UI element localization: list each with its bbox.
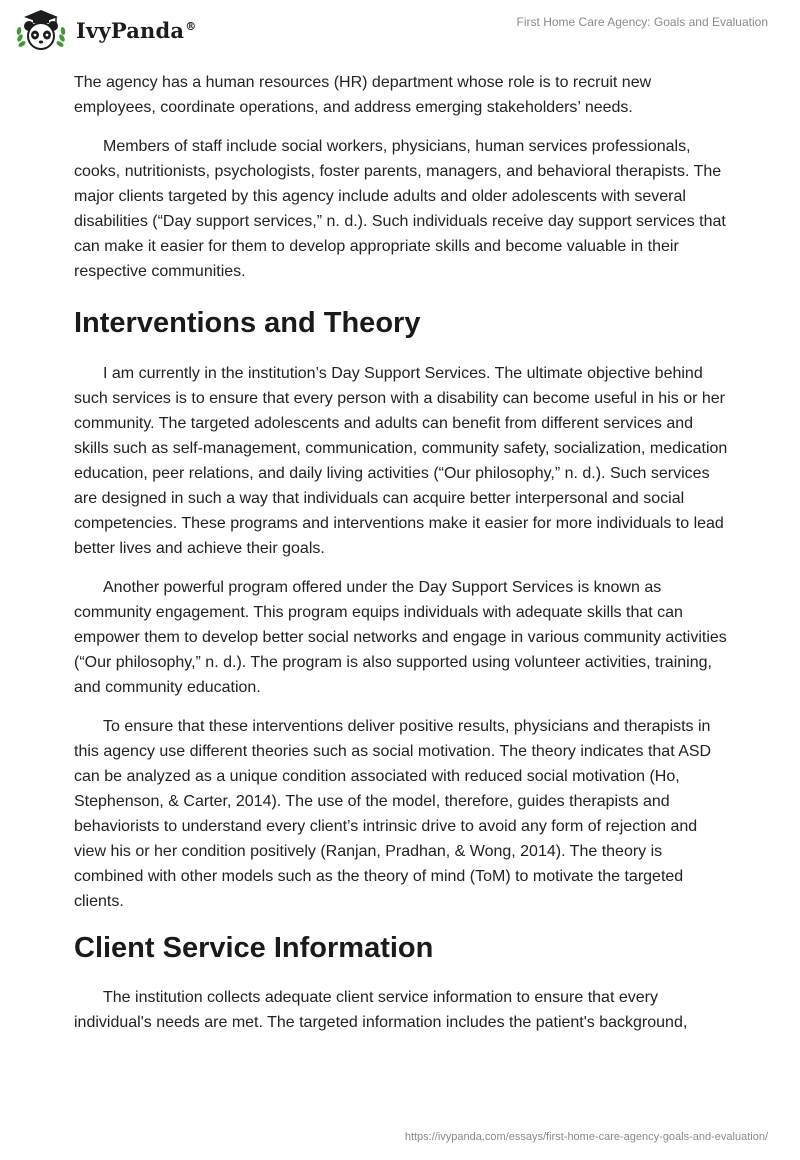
registered-mark: ® xyxy=(185,19,197,33)
panda-graduate-icon xyxy=(14,8,68,52)
paragraph-day-support-services: I am currently in the institution’s Day Support Services. The ultimate objective behind such services is to ensure that every person with a disability can become useful in his or her community. The targeted adolescents and adults can benefit from different services and skills such as self-management, communication, community safety, socialization, medication education, peer relations, and daily living activities (“Our philosophy,” n. d.). Such services are designed in such a way that individuals can acquire better interpersonal and social competencies. These programs and interventions make it easier for more individuals to lead better lives and achieve their goals. xyxy=(74,365,728,557)
paragraph-hr-department: The agency has a human resources (HR) department whose role is to recruit new employees, coordinate operations, and address emerging stakeholders’ needs. xyxy=(74,74,652,116)
essay-content xyxy=(74,70,728,1049)
paragraph-client-service-information: The institution collects adequate client service information to ensure that every individual's needs are met. The targeted information includes the patient's background, xyxy=(74,989,688,1031)
heading-interventions-and-theory: Interventions and Theory xyxy=(74,307,421,339)
paragraph-social-motivation-theory: To ensure that these interventions deliver positive results, physicians and therapists in this agency use different theories such as social motivation. The theory indicates that ASD can be analyzed as a unique condition associated with reduced social motivation (Ho, Stephenson, & Carter, 2014). The use of the model, therefore, guides therapists and behaviorists to understand every client’s intrinsic drive to avoid any form of rejection and view his or her condition positively (Ranjan, Pradhan, & Wong, 2014). The theory is combined with other models such as the theory of mind (ToM) to motivate the targeted clients. xyxy=(74,718,712,910)
page-header xyxy=(0,0,800,64)
brand-name xyxy=(76,18,196,43)
paragraph-staff-members: Members of staff include social workers, physicians, human services professionals, cooks, nutritionists, psychologists, foster parents, managers, and behavioral therapists. The major clients targeted by this agency include adults and older adolescents with several disabilities (“Day support services,” n. d.). Such individuals receive day support services that can make it easier for them to develop appropriate skills and become valuable in their respective communities. xyxy=(74,138,726,280)
heading-client-service-information: Client Service Information xyxy=(74,932,434,964)
document-title: First Home Care Agency: Goals and Evaluation xyxy=(516,15,768,29)
brand-name-text: IvyPanda xyxy=(76,17,185,43)
paragraph-community-engagement: Another powerful program offered under the Day Support Services is known as community engagement. This program equips individuals with adequate skills that can empower them to develop better social networks and engage in various community activities (“Our philosophy,” n. d.). The program is also supported using volunteer activities, training, and community education. xyxy=(74,579,727,696)
source-url[interactable]: https://ivypanda.com/essays/first-home-care-agency-goals-and-evaluation/ xyxy=(404,1131,768,1143)
ivypanda-logo[interactable] xyxy=(14,8,196,52)
